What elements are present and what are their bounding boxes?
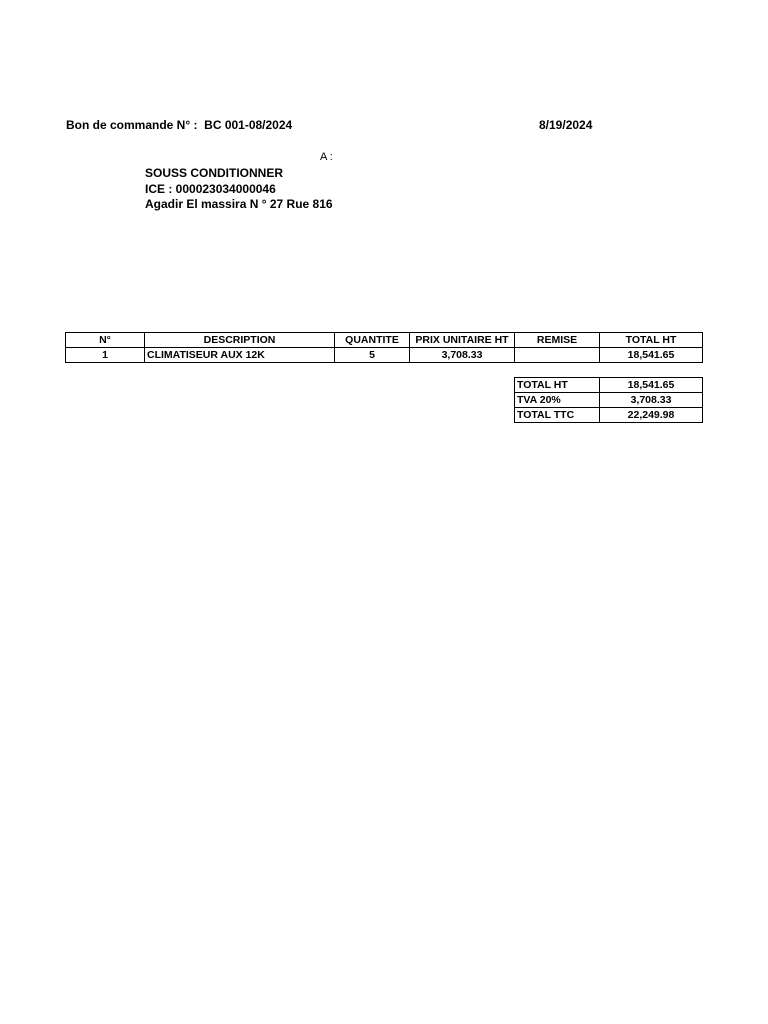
totals-label: TVA 20% (515, 393, 600, 408)
column-header-num: N° (66, 333, 145, 348)
totals-row-ht (515, 378, 703, 393)
recipient-block (145, 166, 333, 213)
totals-label: TOTAL TTC (515, 408, 600, 423)
column-header-quantity: QUANTITE (335, 333, 410, 348)
order-title: Bon de commande N° : BC 001-08/2024 (66, 118, 293, 132)
recipient-name: SOUSS CONDITIONNER (145, 166, 284, 180)
totals-row-ttc (515, 408, 703, 423)
cell-discount (515, 348, 600, 363)
column-header-discount: REMISE (515, 333, 600, 348)
recipient-address: Agadir El massira N ° 27 Rue 816 (145, 197, 333, 211)
cell-total: 18,541.65 (600, 348, 703, 363)
table-row (66, 348, 703, 363)
cell-description: CLIMATISEUR AUX 12K (145, 348, 335, 363)
column-header-description: DESCRIPTION (145, 333, 335, 348)
recipient-label: A : (320, 151, 333, 163)
items-header-row (66, 333, 703, 348)
totals-row-tva (515, 393, 703, 408)
items-table (65, 332, 703, 363)
totals-label: TOTAL HT (515, 378, 600, 393)
totals-value: 3,708.33 (600, 393, 703, 408)
cell-num: 1 (66, 348, 145, 363)
cell-unit-price: 3,708.33 (410, 348, 515, 363)
column-header-unit-price: PRIX UNITAIRE HT (410, 333, 515, 348)
totals-value: 18,541.65 (600, 378, 703, 393)
totals-table (514, 377, 703, 423)
cell-quantity: 5 (335, 348, 410, 363)
recipient-ice: ICE : 000023034000046 (145, 181, 276, 196)
column-header-total: TOTAL HT (600, 333, 703, 348)
totals-value: 22,249.98 (600, 408, 703, 423)
order-date: 8/19/2024 (539, 118, 593, 132)
